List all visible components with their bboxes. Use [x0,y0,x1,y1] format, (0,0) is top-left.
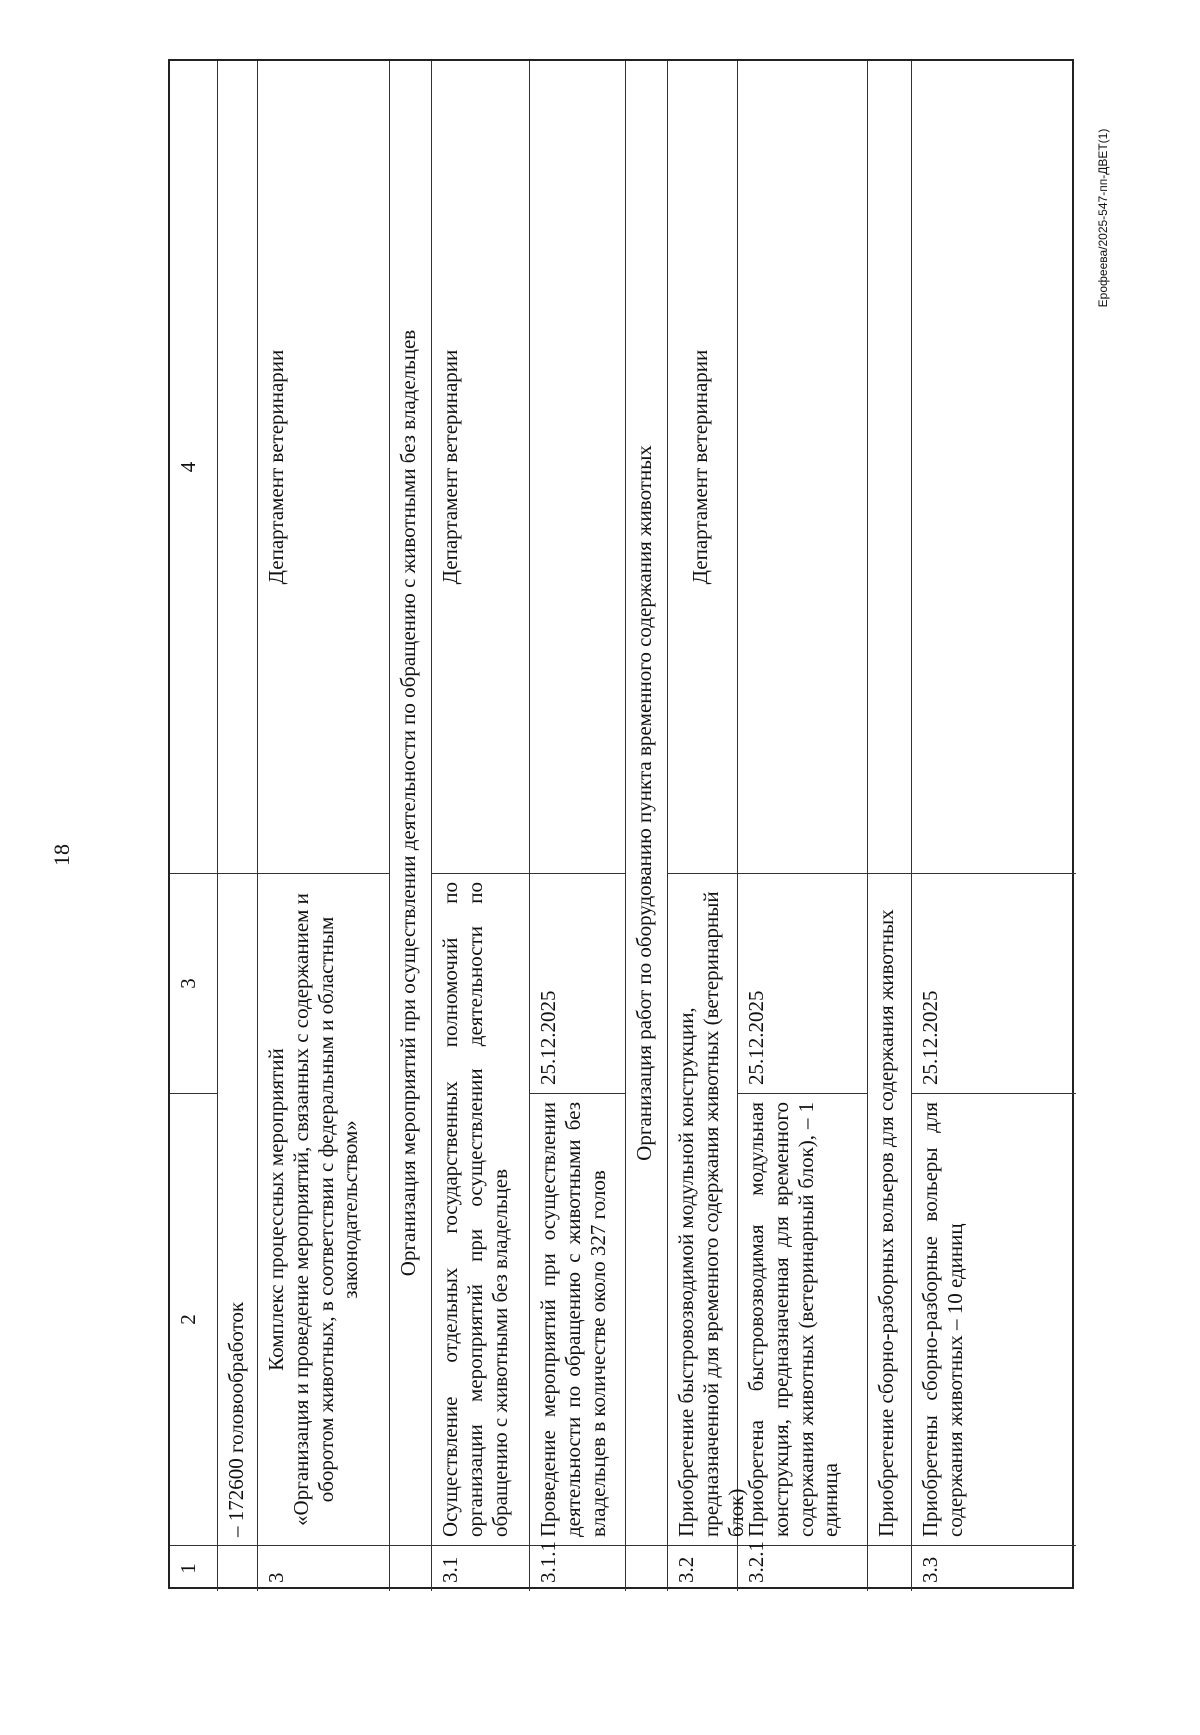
header-col-3: 3 [170,873,217,1093]
complex-description: «Организация и проведение мероприятий, связанных с содержанием и оборотом животных, в соответствии с федеральным и областным законодательством» [288,893,363,1526]
cell-responsible: Департамент ветеринарии [688,349,712,585]
cell-empty [912,61,1076,873]
cell-text: Приобретение быстровозводимой модульной конструкции, предназначенной для временного содержания животных (ветеринарный блок) [668,873,737,1545]
cell-number: 3 [258,1545,389,1591]
cell-text: Приобретена быстровозводимая модульная конструкция, предназначенная для временного содержания животных (ветеринарный блок), – 1 единица [738,1093,867,1545]
cell-number: 3.1.1 [530,1545,625,1591]
header-col-2: 2 [170,1093,217,1545]
table-row [530,61,626,1591]
header-col-1: 1 [170,1545,217,1591]
cell-empty [626,1545,667,1591]
cell-date: 25.12.2025 [738,873,867,1093]
table-header-row [170,61,218,1591]
table-row [218,61,258,1591]
table-row [912,61,1076,1591]
cell-text: Проведение мероприятий при осуществлении деятельности по обращению с животными без владельцев в количестве около 327 голов [530,1093,625,1545]
cell-empty [530,61,625,873]
table-row [738,61,868,1591]
table-row [626,61,668,1591]
cell-empty [390,1545,431,1591]
section-heading: Организация работ по оборудованию пункта временного содержания животных [632,445,656,1161]
table-row [668,61,748,1591]
cell-complex-title [258,873,389,1545]
page-number: 18 [49,844,74,866]
table-row [258,61,390,1591]
cell-responsible: Департамент ветеринарии [438,349,462,585]
measures-table [168,59,1074,1589]
cell-empty [868,1545,911,1591]
table-row [390,61,432,1591]
table-row [432,61,530,1591]
cell-number: 3.2.1 [738,1545,867,1591]
cell-text: Приобретены сборно-разборные вольеры для содержания животных – 10 единиц [912,1093,1076,1545]
cell-empty [218,61,257,873]
cell-date: 25.12.2025 [912,873,1076,1093]
cell-empty [868,61,911,873]
cell-empty [738,61,867,873]
cell-number: 3.3 [912,1545,1076,1591]
cell-text: Осуществление отдельных государственных полномочий по организации мероприятий при осуществлении деятельности по обращению с животными без владельцев [432,873,529,1545]
header-col-4: 4 [176,461,200,473]
cell-empty [218,1545,257,1591]
cell-date: 25.12.2025 [530,873,625,1093]
document-code: Ерофеева/2025-547-пп-ДВЕТ(1) [1096,128,1110,308]
cell-responsible: Департамент ветеринарии [264,349,288,585]
section-heading: Организация мероприятий при осуществлении деятельности по обращению с животными без владельцев [396,329,420,1277]
cell-number: 3.2 [668,1545,737,1591]
cell-text: – 172600 головообработок [218,873,257,1545]
section-heading: Приобретение сборно-разборных вольеров для содержания животных [868,873,911,1545]
cell-number: 3.1 [432,1545,529,1591]
table-row [868,61,912,1591]
complex-heading: Комплекс процессных мероприятий [264,1048,288,1371]
